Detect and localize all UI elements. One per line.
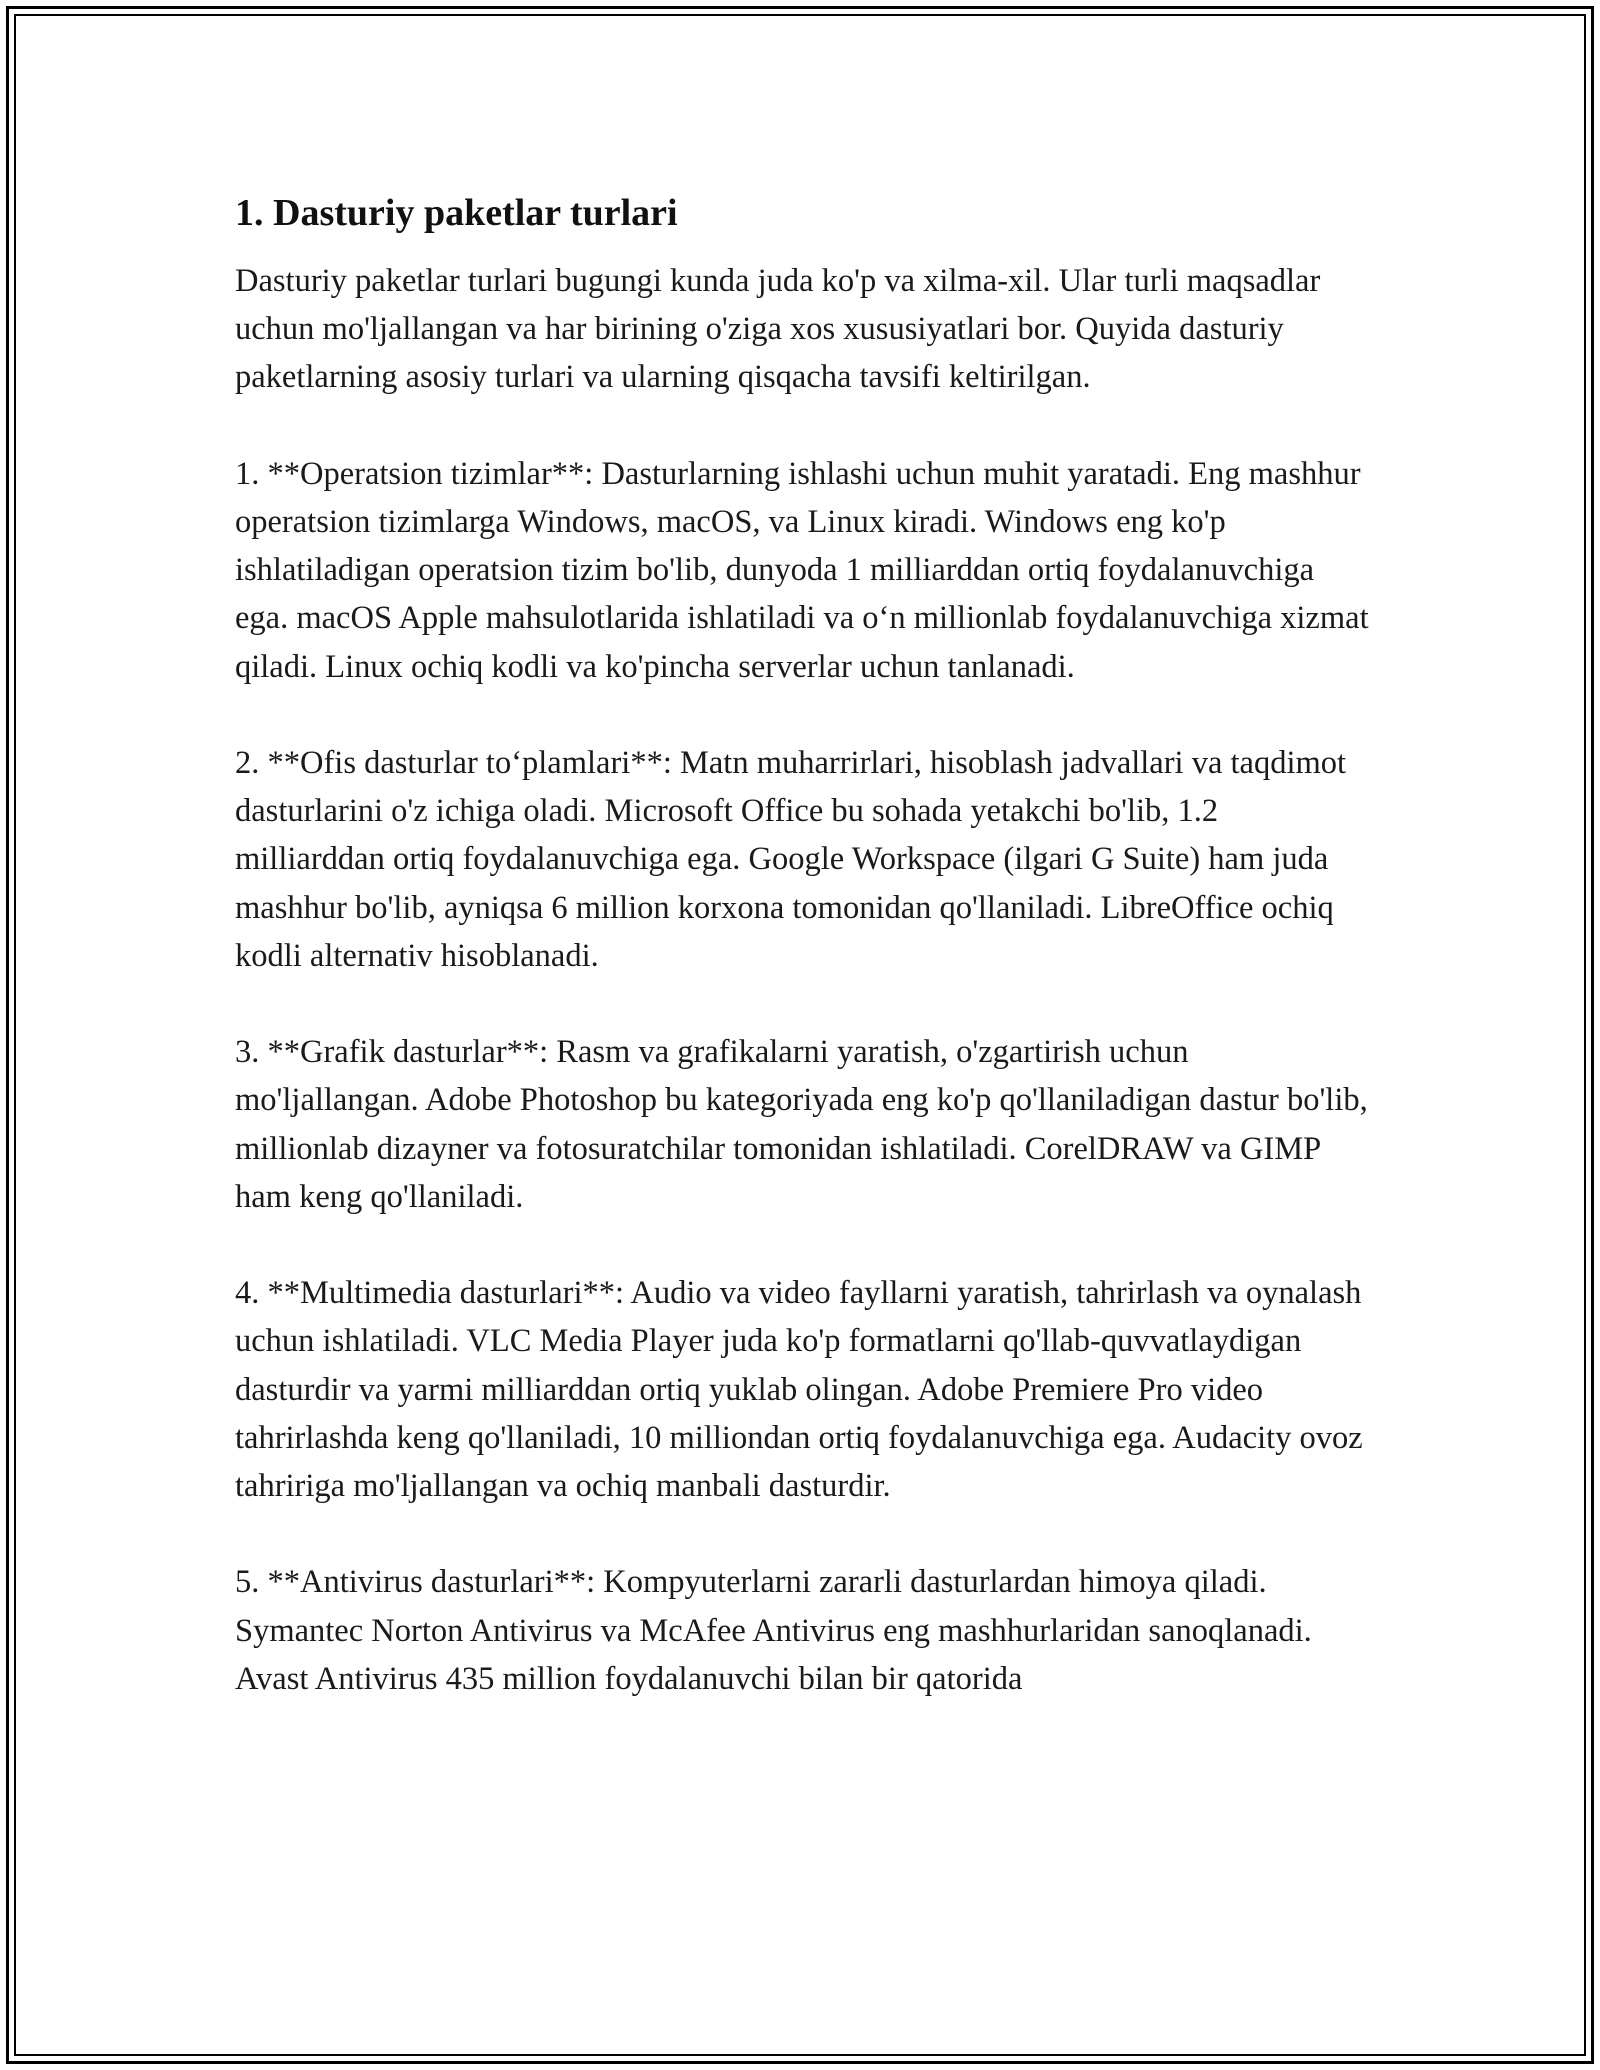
paragraph-multimedia-software: 4. **Multimedia dasturlari**: Audio va video fayllarni yaratish, tahrirlash va oynalash uchun ishlatiladi. VLC Media Player juda ko'p formatlarni qo'llab-quvvatlaydigan dasturdir va yarmi milliarddan ortiq yuklab olingan. Adobe Premiere Pro video tahrirlashda keng qo'llaniladi, 10 milliondan ortiq foydalanuvchiga ega. Audacity ovoz tahririga mo'ljallangan va ochiq manbali dasturdir. xyxy=(235,1275,1363,1505)
paragraph-operating-systems: 1. **Operatsion tizimlar**: Dasturlarning ishlashi uchun muhit yaratadi. Eng mashhur operatsion tizimlarga Windows, macOS, va Linux kiradi. Windows eng ko'p ishlatiladigan operatsion tizim bo'lib, dunyoda 1 milliarddan ortiq foydalanuvchiga ega. macOS Apple mahsulotlarida ishlatiladi va o‘n millionlab foydalanuvchiga xizmat qiladi. Linux ochiq kodli va ko'pincha serverlar uchun tanlanadi. xyxy=(235,455,1369,685)
paragraph-antivirus-software: 5. **Antivirus dasturlari**: Kompyuterlarni zararli dasturlardan himoya qiladi. Symantec Norton Antivirus va McAfee Antivirus eng mashhurlaridan sanoqlanadi. Avast Antivirus 435 million foydalanuvchi bilan bir qatorida xyxy=(235,1564,1312,1697)
paragraph-office-suites: 2. **Ofis dasturlar to‘plamlari**: Matn muharrirlari, hisoblash jadvallari va taqdimot dasturlarini o'z ichiga oladi. Microsoft Office bu sohada yetakchi bo'lib, 1.2 milliarddan ortiq foydalanuvchiga ega. Google Workspace (ilgari G Suite) ham juda mashhur bo'lib, ayniqsa 6 million korxona tomonidan qo'llaniladi. LibreOffice ochiq kodli alternativ hisoblanadi. xyxy=(235,745,1347,974)
section-heading: 1. Dasturiy paketlar turlari xyxy=(235,192,678,234)
document-body xyxy=(235,187,1370,1703)
paragraph-graphics-software: 3. **Grafik dasturlar**: Rasm va grafikalarni yaratish, o'zgartirish uchun mo'ljallangan. Adobe Photoshop bu kategoriyada eng ko'p qo'llaniladigan dastur bo'lib, millionlab dizayner va fotosuratchilar tomonidan ishlatiladi. CorelDRAW va GIMP ham keng qo'llaniladi. xyxy=(235,1034,1368,1215)
intro-paragraph: Dasturiy paketlar turlari bugungi kunda juda ko'p va xilma-xil. Ular turli maqsadlar uchun mo'ljallangan va har birining o'ziga xos xususiyatlari bor. Quyida dasturiy paketlarning asosiy turlari va ularning qisqacha tavsifi keltirilgan. xyxy=(235,263,1321,396)
